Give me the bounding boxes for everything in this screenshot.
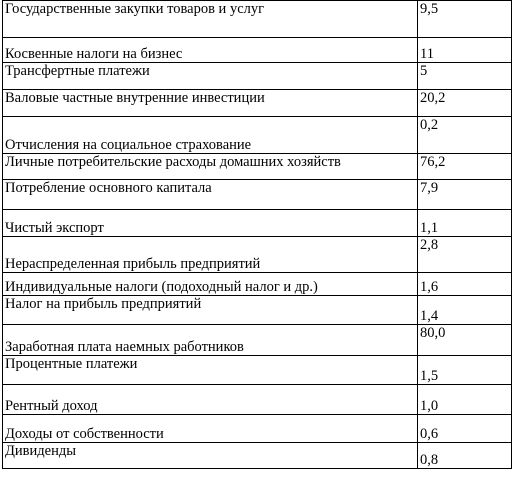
table-row <box>3 63 512 90</box>
table-row <box>3 415 512 443</box>
row-label: Заработная плата наемных работников <box>3 325 418 356</box>
row-value: 80,0 <box>418 325 512 356</box>
row-label: Процентные платежи <box>3 356 418 385</box>
row-value: 0,6 <box>418 415 512 443</box>
table-row <box>3 296 512 325</box>
row-label: Косвенные налоги на бизнес <box>3 38 418 63</box>
row-value: 2,8 <box>418 237 512 273</box>
row-label: Нераспределенная прибыль предприятий <box>3 237 418 273</box>
table-row <box>3 237 512 273</box>
row-label: Доходы от собственности <box>3 415 418 443</box>
table-row <box>3 273 512 296</box>
table-row <box>3 443 512 469</box>
row-value: 1,4 <box>418 296 512 325</box>
row-value: 9,5 <box>418 1 512 38</box>
row-label: Налог на прибыль предприятий <box>3 296 418 325</box>
table-row <box>3 385 512 415</box>
row-label: Дивиденды <box>3 443 418 469</box>
row-label: Трансфертные платежи <box>3 63 418 90</box>
table-row <box>3 325 512 356</box>
row-label: Индивидуальные налоги (подоходный налог и др.) <box>3 273 418 296</box>
table-row <box>3 180 512 210</box>
table-row <box>3 210 512 237</box>
row-label: Государственные закупки товаров и услуг <box>3 1 418 38</box>
row-label: Личные потребительские расходы домашних хозяйств <box>3 154 418 180</box>
table-row <box>3 38 512 63</box>
table-row <box>3 117 512 154</box>
row-value: 76,2 <box>418 154 512 180</box>
table-row <box>3 154 512 180</box>
row-label: Чистый экспорт <box>3 210 418 237</box>
row-value: 1,0 <box>418 385 512 415</box>
row-label: Отчисления на социальное страхование <box>3 117 418 154</box>
row-value: 20,2 <box>418 90 512 117</box>
row-value: 5 <box>418 63 512 90</box>
row-value: 1,1 <box>418 210 512 237</box>
economic-indicators-table <box>2 0 512 469</box>
row-value: 0,8 <box>418 443 512 469</box>
row-label: Рентный доход <box>3 385 418 415</box>
row-label: Потребление основного капитала <box>3 180 418 210</box>
row-value: 0,2 <box>418 117 512 154</box>
row-value: 1,5 <box>418 356 512 385</box>
table-row <box>3 1 512 38</box>
row-value: 11 <box>418 38 512 63</box>
row-label: Валовые частные внутренние инвестиции <box>3 90 418 117</box>
row-value: 7,9 <box>418 180 512 210</box>
row-value: 1,6 <box>418 273 512 296</box>
table-row <box>3 90 512 117</box>
table-row <box>3 356 512 385</box>
